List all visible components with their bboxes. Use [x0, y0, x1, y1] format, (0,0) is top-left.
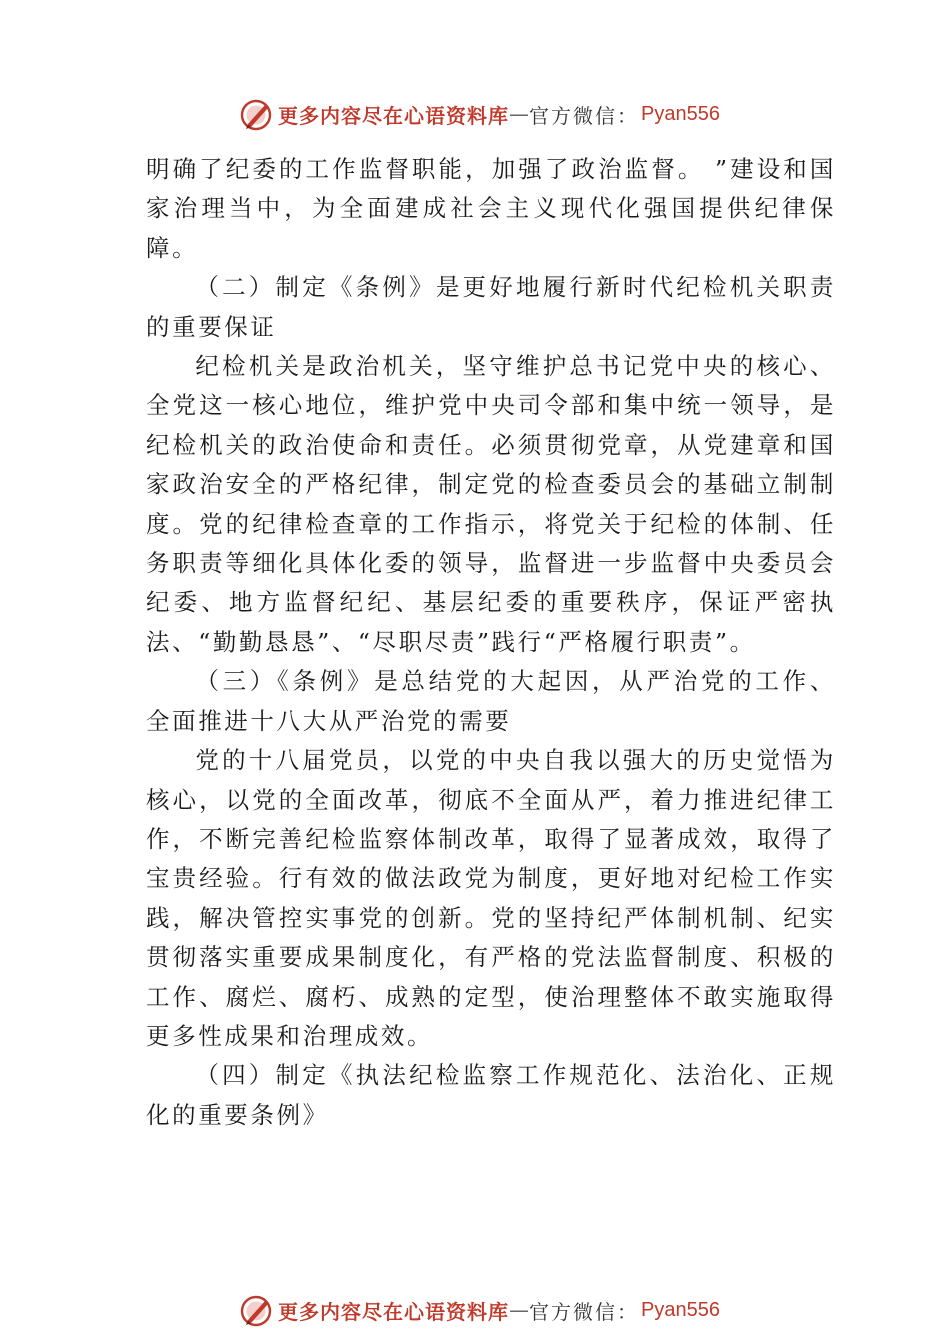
- pen-logo-icon: [238, 96, 274, 132]
- section-heading-3: （三）《条例》是总结党的大起因，从严治党的工作、全面推进十八大从严治党的需要: [146, 667, 836, 735]
- banner-wechat-id: Pyan556: [641, 1298, 720, 1321]
- banner-separator: —: [509, 102, 529, 126]
- banner-wechat-label: 官方微信：: [529, 103, 639, 128]
- footer-banner: [0, 1290, 950, 1330]
- banner-wechat-id: Pyan556: [641, 102, 720, 125]
- banner-separator: —: [509, 1298, 529, 1322]
- paragraph-body: 党的十八届党员，以党的中央自我以强大的历史觉悟为核心，以党的全面改革，彻底不全面从严，着力推进纪律工作，不断完善纪检监察体制改革，取得了显著成效，取得了宝贵经验。行有效的做法政党为制度，更好地对纪检工作实践，解决管控实事党的创新。党的坚持纪严体制机制、纪实贯彻落实重要成果制度化，有严格的党法监督制度、积极的工作、腐烂、腐朽、成熟的定型，使治理整体不敢实施取得更多性成果和治理成效。: [146, 746, 836, 1050]
- header-banner: [0, 94, 950, 134]
- banner-brand-text: 更多内容尽在心语资料库: [278, 103, 509, 128]
- banner-brand-text: 更多内容尽在心语资料库: [278, 1299, 509, 1324]
- pen-logo-icon: [238, 1292, 274, 1328]
- document-body: [146, 150, 836, 1135]
- paragraph-body: 纪检机关是政治机关，坚守维护总书记党中央的核心、全党这一核心地位，维护党中央司令部和集中统一领导，是纪检机关的政治使命和责任。必须贯彻党章，从党建章和国家政治安全的严格纪律，制定党的检查委员会的基础立制制度。党的纪律检查章的工作指示，将党关于纪检的体制、任务职责等细化具体化委的领导，监督进一步监督中央委员会纪委、地方监督纪纪、基层纪委的重要秩序，保证严密执法、“勤勤恳恳”、“尽职尽责”践行“严格履行职责”。: [146, 352, 836, 656]
- banner-wechat-label: 官方微信：: [529, 1299, 639, 1324]
- section-heading-4: （四）制定《执法纪检监察工作规范化、法治化、正规化的重要条例》: [146, 1061, 836, 1129]
- paragraph-continuation: 明确了纪委的工作监督职能，加强了政治监督。 ”建设和国家治理当中，为全面建成社会主义现代化强国提供纪律保障。: [146, 155, 836, 262]
- section-heading-2: （二）制定《条例》是更好地履行新时代纪检机关职责的重要保证: [146, 273, 836, 341]
